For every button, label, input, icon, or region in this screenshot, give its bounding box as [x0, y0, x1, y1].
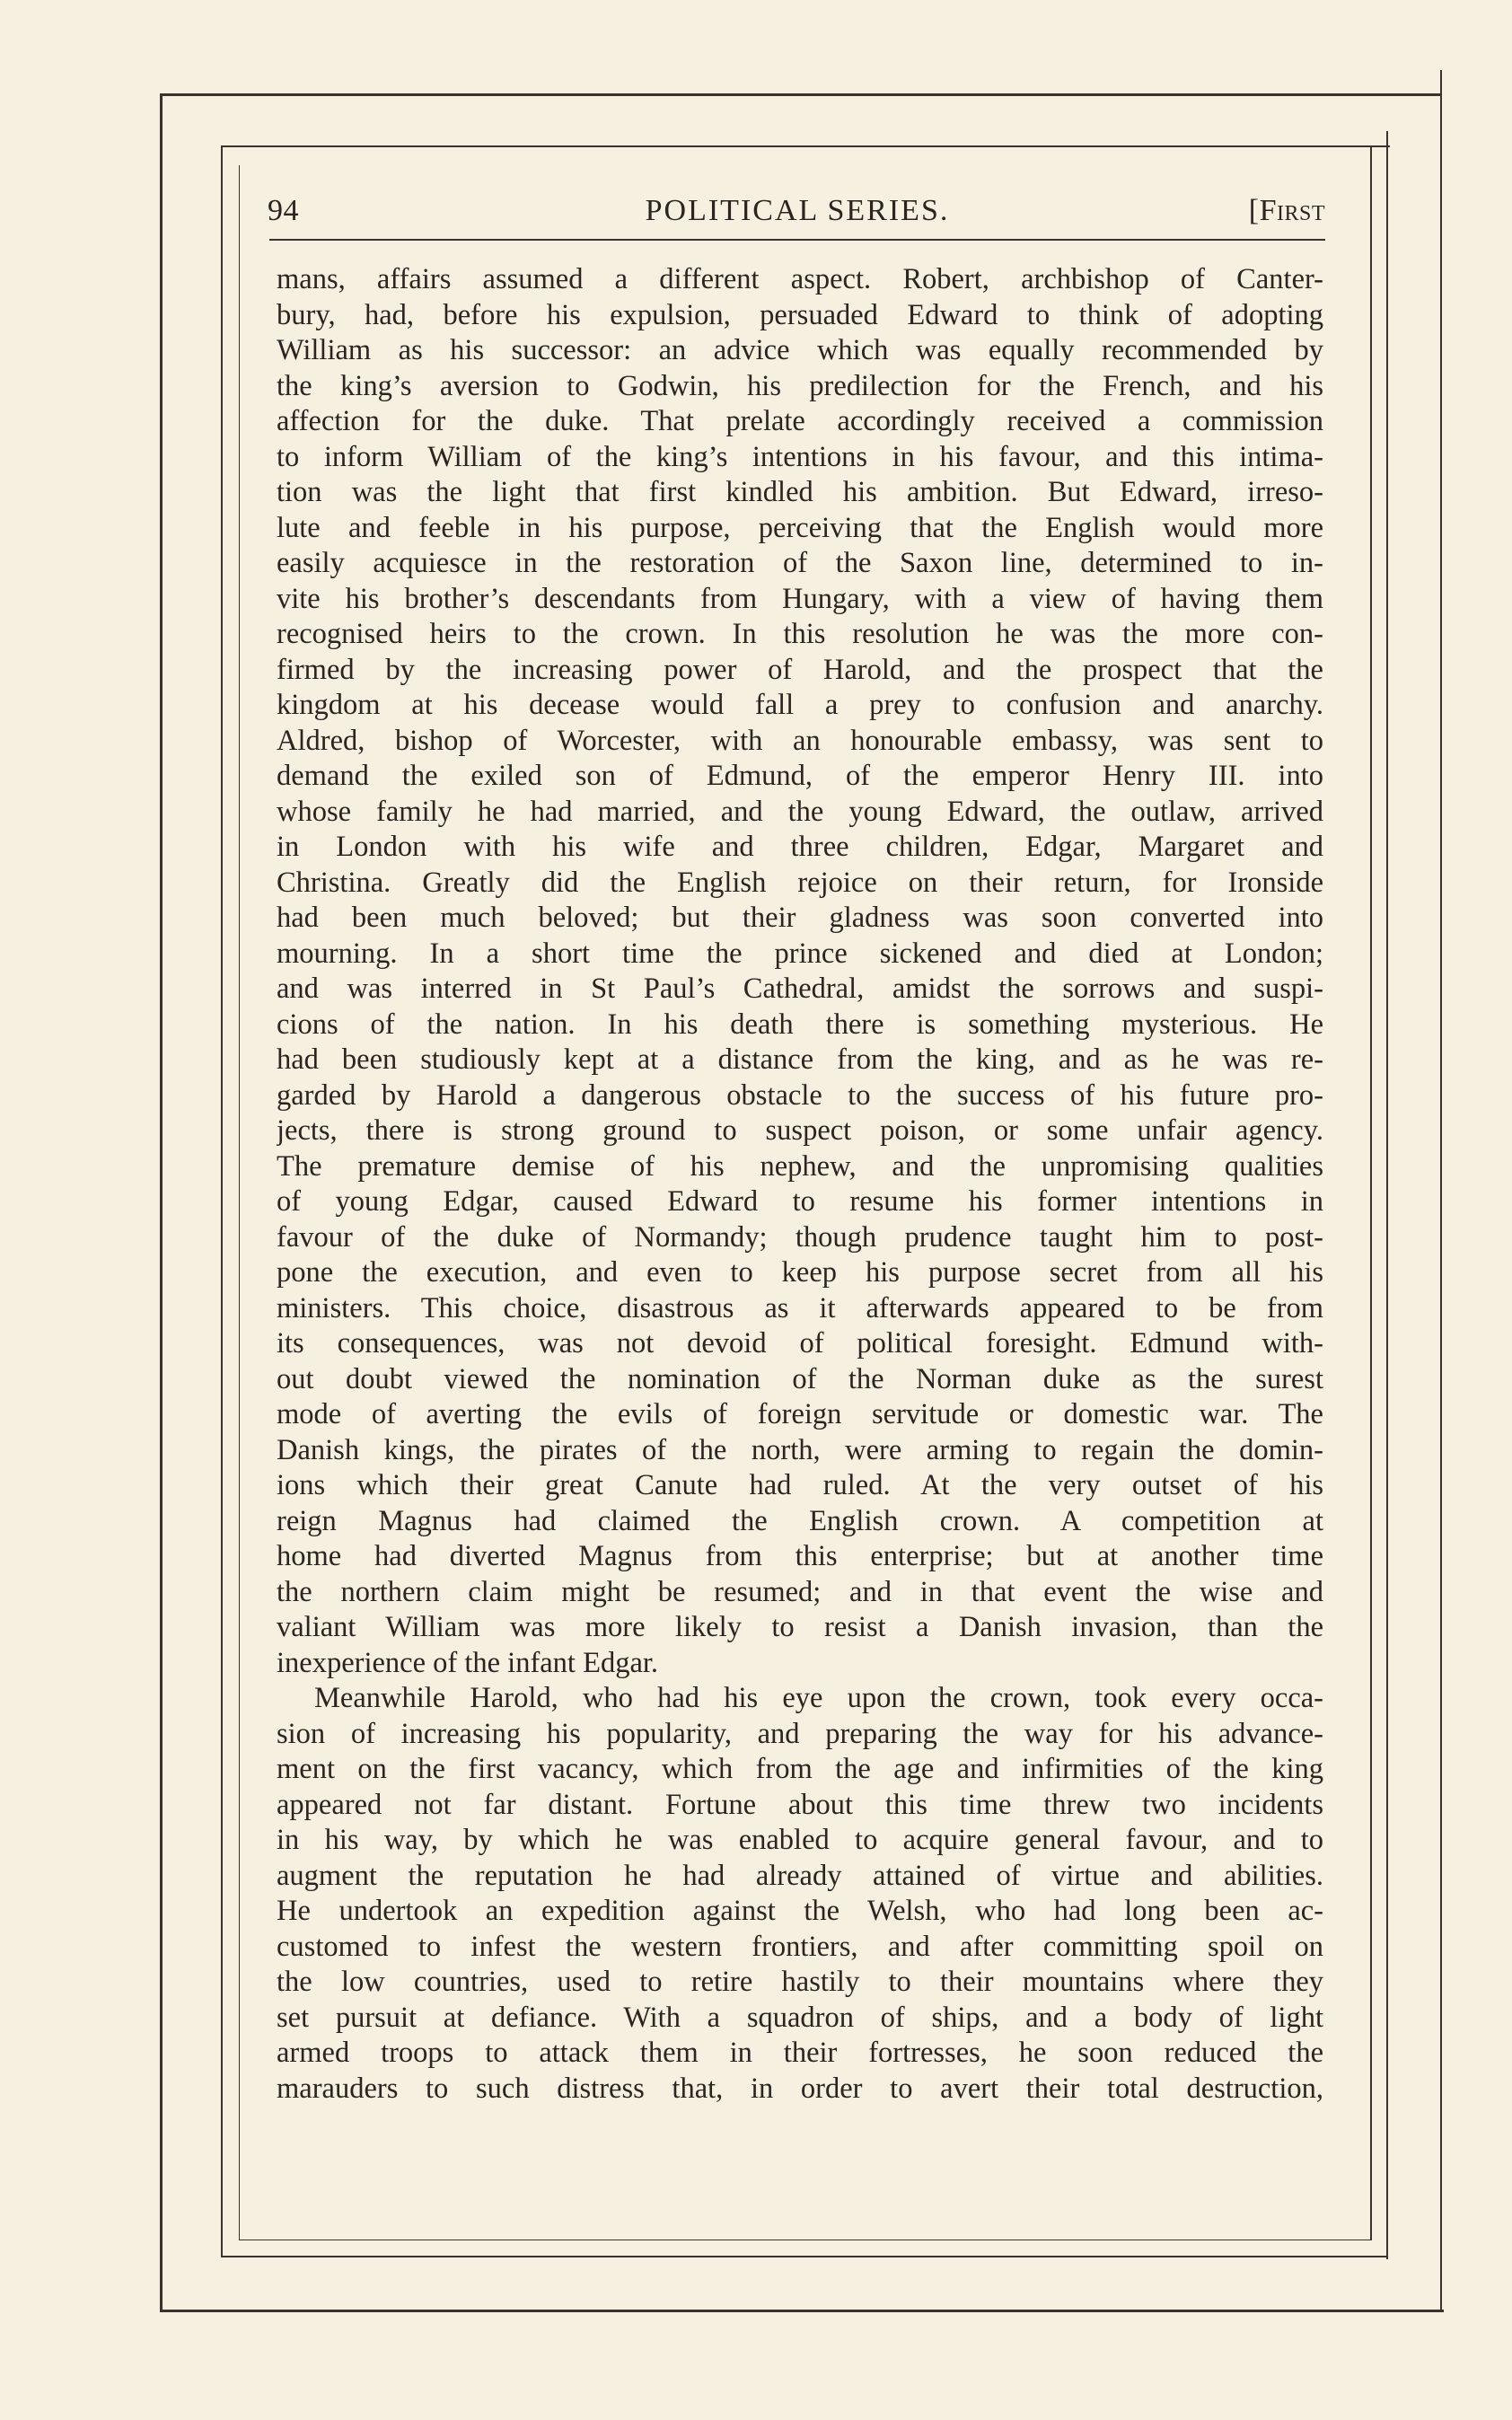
text-line: reign Magnus had claimed the English crown. A competition at: [277, 1504, 1323, 1537]
text-line: home had diverted Magnus from this enterprise; but at another time: [277, 1540, 1323, 1572]
text-line: set pursuit at defiance. With a squadron of ships, and a body of light: [277, 2001, 1323, 2034]
text-line: the king’s aversion to Godwin, his predilection for the French, and his: [277, 369, 1323, 402]
text-line: sion of increasing his popularity, and preparing the way for his advance-: [277, 1717, 1323, 1750]
text-line: kingdom at his decease would fall a prey to confusion and anarchy.: [277, 689, 1323, 721]
outer-frame-top: [160, 93, 1442, 96]
text-line: William as his successor: an advice which was equally recommended by: [277, 334, 1323, 366]
text-line: marauders to such distress that, in order to avert their total destruction,: [277, 2072, 1323, 2105]
text-line: pone the execution, and even to keep his purpose secret from all his: [277, 1256, 1323, 1289]
running-title: POLITICAL SERIES.: [645, 194, 950, 227]
header-rule: [269, 239, 1325, 241]
inner-frame-bottom: [221, 2256, 1388, 2257]
text-line: had been much beloved; but their gladness was soon converted into: [277, 902, 1323, 934]
text-line: mode of averting the evils of foreign servitude or domestic war. The: [277, 1398, 1323, 1430]
inner-frame-right: [1386, 131, 1388, 2259]
text-line: mourning. In a short time the prince sickened and died at London;: [277, 937, 1323, 970]
text-line: Meanwhile Harold, who had his eye upon the crown, took every occa-: [314, 1682, 1323, 1714]
text-line: lute and feeble in his purpose, perceiving that the English would more: [277, 511, 1323, 544]
text-line: augment the reputation he had already attained of virtue and abilities.: [277, 1859, 1323, 1892]
outer-frame-right: [1440, 70, 1442, 2311]
outer-frame-left: [160, 93, 163, 2311]
text-line: its consequences, was not devoid of political foresight. Edmund with-: [277, 1327, 1323, 1360]
text-line: firmed by the increasing power of Harold, and the prospect that the: [277, 653, 1323, 686]
outer-frame-bottom: [160, 2310, 1444, 2312]
text-line: the low countries, used to retire hastily to their mountains where they: [277, 1966, 1323, 1998]
text-line: bury, had, before his expulsion, persuaded Edward to think of adopting: [277, 298, 1323, 331]
text-line: ions which their great Canute had ruled. At the very outset of his: [277, 1469, 1323, 1501]
text-line: He undertook an expedition against the Welsh, who had long been ac-: [277, 1895, 1323, 1927]
text-line: of young Edgar, caused Edward to resume his former intentions in: [277, 1185, 1323, 1218]
text-line: valiant William was more likely to resist a Danish invasion, than the: [277, 1611, 1323, 1643]
text-line: recognised heirs to the crown. In this resolution he was the more con-: [277, 618, 1323, 650]
text-line: Aldred, bishop of Worcester, with an honourable embassy, was sent to: [277, 724, 1323, 757]
text-line: in his way, by which he was enabled to acquire general favour, and to: [277, 1824, 1323, 1856]
text-line: affection for the duke. That prelate accordingly received a commission: [277, 405, 1323, 437]
text-box-left: [239, 165, 240, 2240]
inner-frame-top: [221, 145, 1390, 147]
text-line: whose family he had married, and the young Edward, the outlaw, arrived: [277, 795, 1323, 828]
section-marker: [First: [1248, 194, 1325, 227]
text-line: armed troops to attack them in their fortresses, he soon reduced the: [277, 2037, 1323, 2069]
text-line: customed to infest the western frontiers, and after committing spoil on: [277, 1930, 1323, 1963]
text-line: out doubt viewed the nomination of the Norman duke as the surest: [277, 1362, 1323, 1395]
text-line: easily acquiesce in the restoration of the Saxon line, determined to in-: [277, 547, 1323, 579]
text-line: to inform William of the king’s intentions in his favour, and this intima-: [277, 440, 1323, 473]
text-line: ment on the first vacancy, which from the age and infirmities of the king: [277, 1753, 1323, 1785]
text-line: appeared not far distant. Fortune about this time threw two incidents: [277, 1788, 1323, 1821]
page-number: 94: [268, 194, 299, 227]
text-line: tion was the light that first kindled his ambition. But Edward, irreso-: [277, 476, 1323, 508]
text-line: in London with his wife and three children, Edgar, Margaret and: [277, 831, 1323, 863]
text-line: jects, there is strong ground to suspect poison, or some unfair agency.: [277, 1114, 1323, 1147]
text-line: Christina. Greatly did the English rejoice on their return, for Ironside: [277, 866, 1323, 899]
running-header: [268, 194, 1327, 235]
body-text: [277, 262, 1323, 2107]
text-line: demand the exiled son of Edmund, of the emperor Henry III. into: [277, 760, 1323, 792]
text-line: had been studiously kept at a distance from the king, and as he was re-: [277, 1043, 1323, 1076]
text-line: garded by Harold a dangerous obstacle to the success of his future pro-: [277, 1078, 1323, 1112]
text-line: ministers. This choice, disastrous as it afterwards appeared to be from: [277, 1291, 1323, 1324]
text-line: favour of the duke of Normandy; though prudence taught him to post-: [277, 1220, 1323, 1254]
text-line: inexperience of the infant Edgar.: [277, 1646, 659, 1679]
text-line: and was interred in St Paul’s Cathedral, amidst the sorrows and suspi-: [277, 972, 1323, 1005]
inner-frame-left: [221, 145, 223, 2257]
text-box-right: [1370, 147, 1372, 2240]
text-line: Danish kings, the pirates of the north, were arming to regain the domin-: [277, 1433, 1323, 1466]
text-line: the northern claim might be resumed; and in that event the wise and: [277, 1575, 1323, 1608]
text-line: cions of the nation. In his death there is something mysterious. He: [277, 1008, 1323, 1041]
text-line: vite his brother’s descendants from Hungary, with a view of having them: [277, 582, 1323, 615]
text-line: The premature demise of his nephew, and the unpromising qualities: [277, 1149, 1323, 1183]
text-line: mans, affairs assumed a different aspect. Robert, archbishop of Canter-: [277, 263, 1323, 295]
